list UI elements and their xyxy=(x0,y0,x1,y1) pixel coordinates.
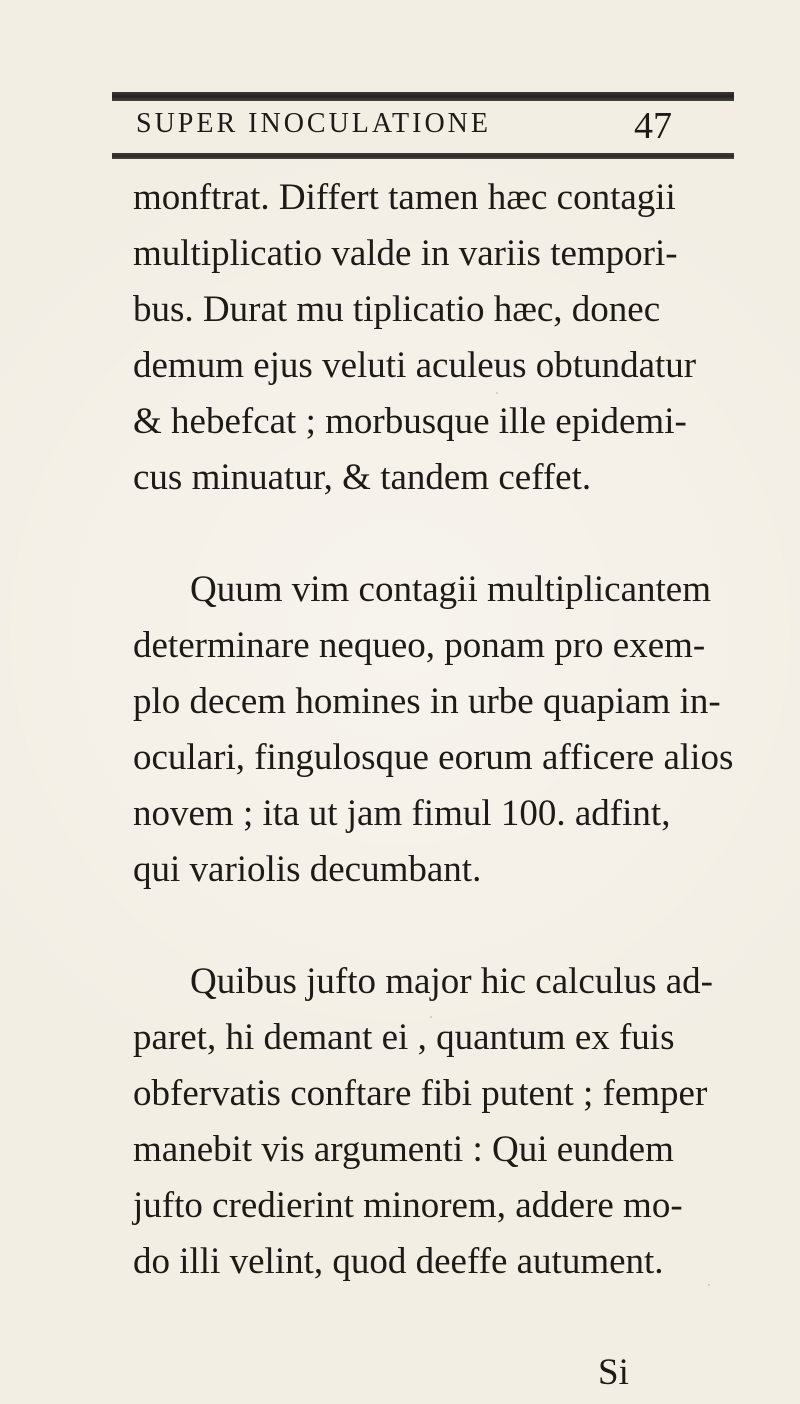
body-text xyxy=(133,170,734,1290)
paper-speck xyxy=(578,812,580,814)
text-line: multiplicatio valde in variis tempori- xyxy=(133,233,678,274)
paragraph-2 xyxy=(133,562,734,898)
header-top-rule xyxy=(112,92,734,101)
paper-speck xyxy=(496,392,498,394)
text-line: novem ; ita ut jam fimul 100. adfint, xyxy=(133,793,671,834)
text-line: & hebefcat ; morbusque ille epidemi- xyxy=(133,401,687,442)
paper-speck xyxy=(430,1016,432,1018)
text-line: manebit vis argumenti : Qui eundem xyxy=(133,1129,674,1170)
text-line: obfervatis conftare fibi putent ; femper xyxy=(133,1073,708,1114)
text-line: oculari, fingulosque eorum afficere alios xyxy=(133,737,734,778)
text-line: do illi velint, quod deeffe autument. xyxy=(133,1241,664,1282)
header-bottom-rule xyxy=(112,153,734,159)
text-line: bus. Durat mu tiplicatio hæc, donec xyxy=(133,289,661,330)
text-line: Quum vim contagii multiplicantem xyxy=(190,569,711,610)
text-line: determinare nequeo, ponam pro exem- xyxy=(133,625,706,666)
text-line: plo decem homines in urbe quapiam in- xyxy=(133,681,721,722)
text-line: cus minuatur, & tandem ceffet. xyxy=(133,457,592,498)
page-number: 47 xyxy=(634,105,672,147)
paragraph-1 xyxy=(133,170,709,506)
paper-speck xyxy=(708,1284,710,1286)
text-line: jufto credierint minorem, addere mo- xyxy=(133,1185,683,1226)
paragraph-3 xyxy=(133,954,714,1290)
catchword: Si xyxy=(598,1352,629,1393)
running-header-title: SUPER INOCULATIONE xyxy=(136,108,491,139)
text-line: monftrat. Differt tamen hæc contagii xyxy=(133,177,676,218)
text-line: Quibus jufto major hic calculus ad- xyxy=(190,961,714,1002)
text-line: qui variolis decumbant. xyxy=(133,849,482,890)
text-line: paret, hi demant ei , quantum ex fuis xyxy=(133,1017,675,1058)
text-line: demum ejus veluti aculeus obtundatur xyxy=(133,345,697,386)
